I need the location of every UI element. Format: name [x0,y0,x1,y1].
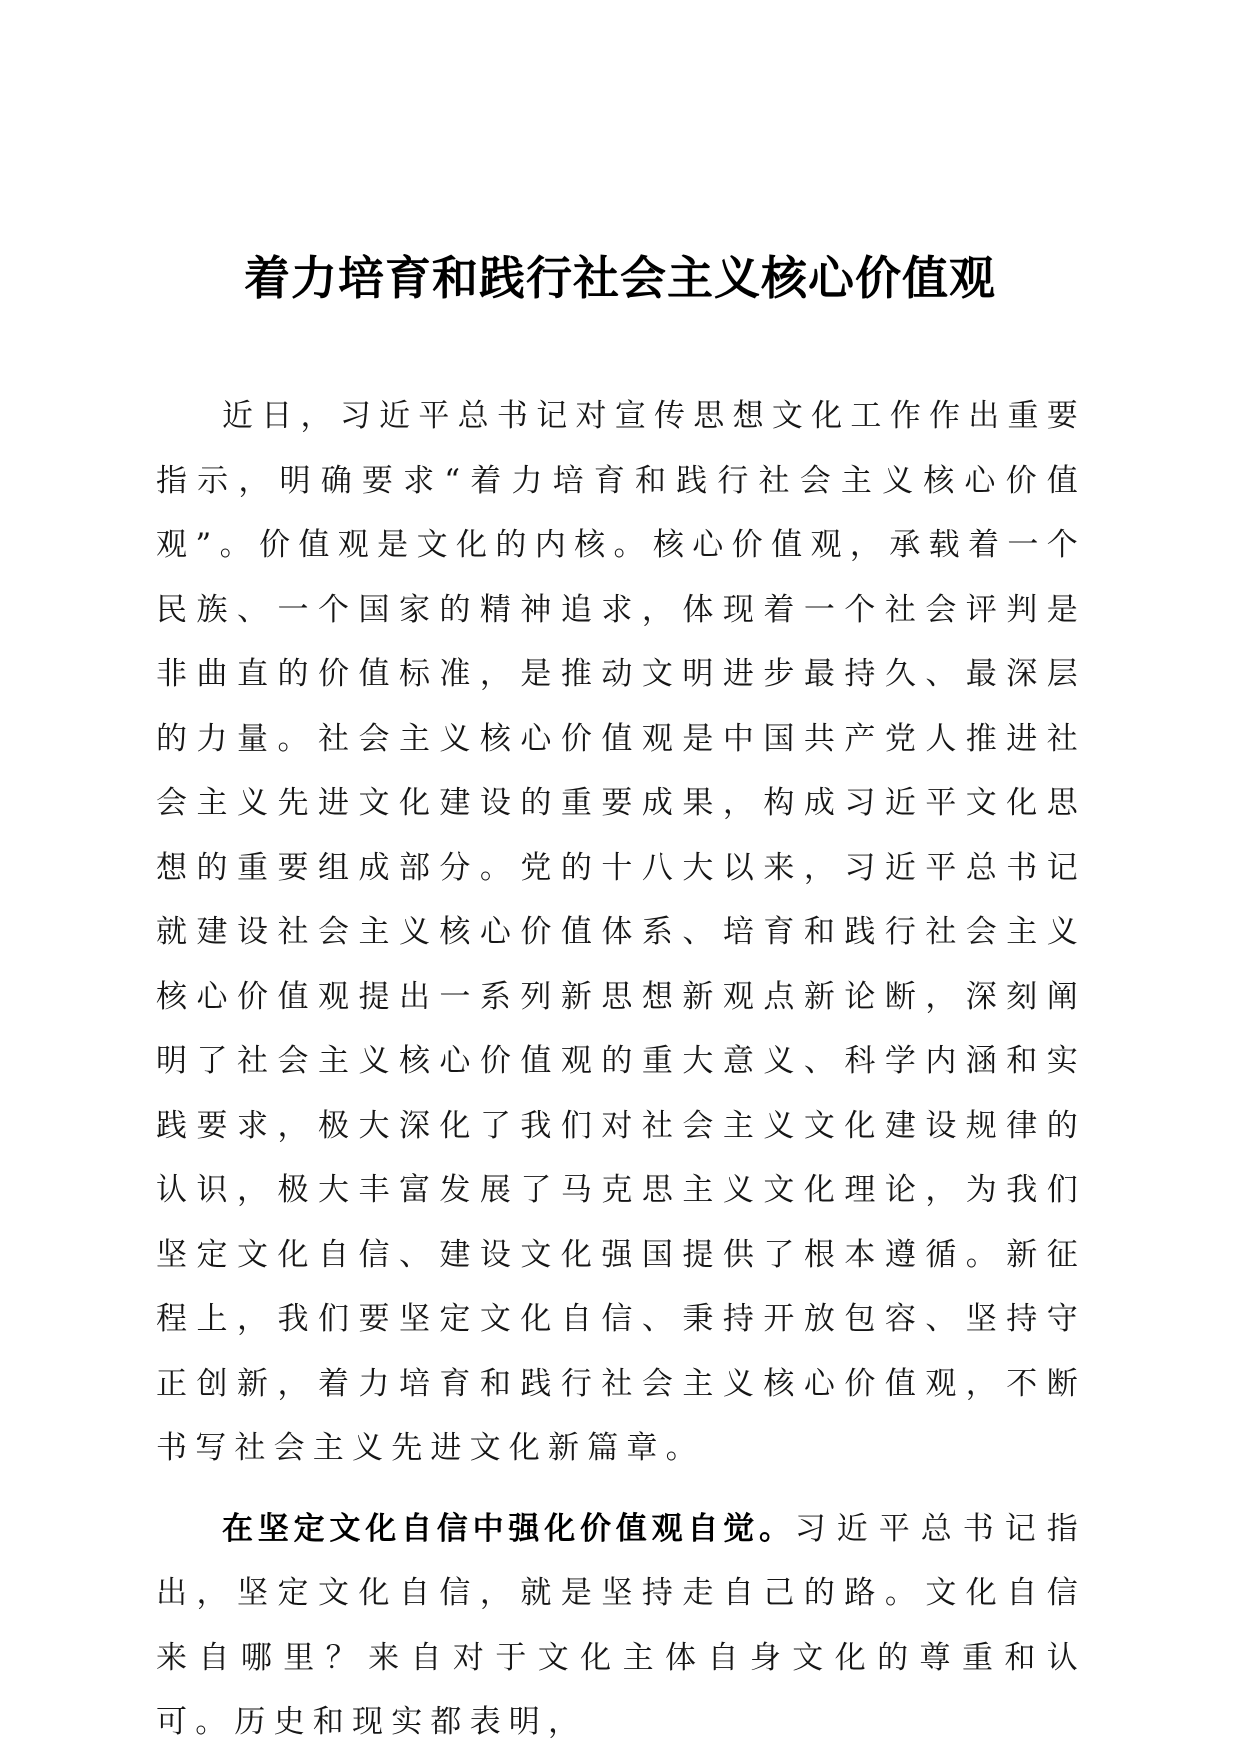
document-title: 着力培育和践行社会主义核心价值观 [244,251,996,305]
paragraph-2-lead-heading: 在坚定文化自信中强化价值观自觉。 [222,1510,795,1547]
paragraph-2-text: 习近平总书记指出，坚定文化自信，就是坚持走自己的路。文化自信来自哪里？来自对于文化主体自身文化的尊重和认可。历史和现实都表明， [156,1510,1086,1740]
paragraph-2 [156,1497,1086,1755]
document-body [156,384,1086,1755]
paragraph-1-text: 近日，习近平总书记对宣传思想文化工作作出重要指示，明确要求“着力培育和践行社会主义核心价值观”。价值观是文化的内核。核心价值观，承载着一个民族、一个国家的精神追求，体现着一个社会评判是非曲直的价值标准，是推动文明进步最持久、最深层的力量。社会主义核心价值观是中国共产党人推进社会主义先进文化建设的重要成果，构成习近平文化思想的重要组成部分。党的十八大以来，习近平总书记就建设社会主义核心价值体系、培育和践行社会主义核心价值观提出一系列新思想新观点新论断，深刻阐明了社会主义核心价值观的重大意义、科学内涵和实践要求，极大深化了我们对社会主义文化建设规律的认识，极大丰富发展了马克思主义文化理论，为我们坚定文化自信、建设文化强国提供了根本遵循。新征程上，我们要坚定文化自信、秉持开放包容、坚持守正创新，着力培育和践行社会主义核心价值观，不断书写社会主义先进文化新篇章。 [156,398,1086,1466]
paragraph-1 [156,384,1086,1481]
